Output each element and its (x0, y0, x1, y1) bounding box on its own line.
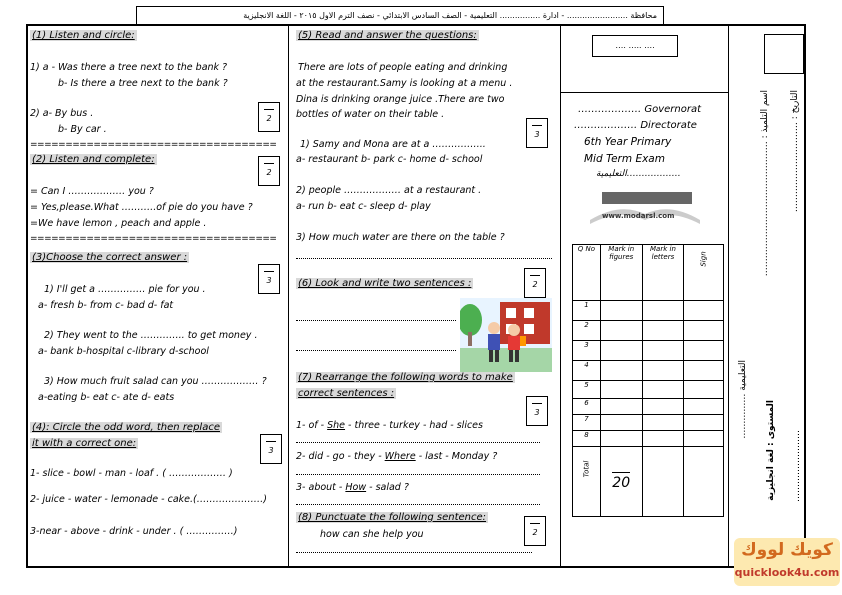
separator: =================================== (30, 234, 277, 244)
s5-mark-box: 3 (526, 118, 548, 148)
directorate-line: ………………. Directorate (574, 120, 697, 131)
s7-line-1 (296, 420, 483, 431)
col-mark-letters: Mark in letters (642, 245, 684, 301)
educational-admin-label: ………………التعليمية (596, 169, 681, 179)
separator: =================================== (30, 140, 277, 150)
row-number: 2 (573, 321, 601, 341)
answer-line[interactable] (296, 442, 540, 443)
row-number: 4 (573, 361, 601, 381)
cell[interactable] (642, 415, 684, 431)
s5-passage-4: bottles of water on their table . (296, 109, 445, 120)
watermark-arabic: كويك لووك (741, 540, 833, 560)
total-label: Total (573, 447, 601, 517)
watermark-logo (734, 538, 840, 586)
row-number: 8 (573, 431, 601, 447)
watermark-url: quicklook4u.com (734, 566, 840, 579)
cell[interactable] (600, 431, 642, 447)
site-url: www.modarsl.com (602, 212, 675, 220)
s1-q1-option-a: 1) a - Was there a tree next to the bank ? (30, 62, 228, 73)
answer-line[interactable] (296, 258, 552, 259)
exam-label: Mid Term Exam (584, 153, 665, 165)
s4-line-3: 3-near - above - drink - under . ( ……………) (30, 526, 238, 537)
side-dotted-field: …………………… (792, 430, 802, 502)
answer-line[interactable] (296, 552, 532, 553)
answer-line[interactable] (296, 504, 540, 505)
cell[interactable] (600, 341, 642, 361)
section-4-title-line1: (4): Circle the odd word, then replace (32, 422, 220, 433)
s7-l1-part: 1- of - (296, 420, 328, 431)
cell[interactable] (642, 447, 684, 517)
row-number: 3 (573, 341, 601, 361)
s3-mark-box: 3 (258, 264, 280, 294)
cell[interactable] (642, 381, 684, 399)
section-7-title-line2: correct sentences : (298, 388, 395, 399)
s1-q1-option-b: b- Is there a tree next to the bank ? (58, 78, 228, 89)
section-4-title-line2: it with a correct one: (32, 438, 137, 449)
s4-line-2: 2- juice - water - lemonade - cake.(…………………) (30, 494, 267, 505)
s2-mark-box: 2 (258, 156, 280, 186)
row-number: 1 (573, 301, 601, 321)
s1-q2-option-b: b- By car . (58, 124, 107, 135)
answer-line[interactable] (296, 320, 456, 321)
student-code-area (560, 25, 728, 93)
s1-mark-box: 2 (258, 102, 280, 132)
s3-q2: 2) They went to the ………….. to get money . (44, 330, 258, 341)
cell[interactable] (684, 447, 724, 517)
educational-admin-side: التعليمية …………… (738, 360, 748, 439)
s4-mark-box: 3 (260, 434, 282, 464)
section-2-title: (2) Listen and complete: (32, 154, 155, 165)
s3-q1-options: a- fresh b- from c- bad d- fat (38, 300, 174, 311)
total-value-cell: 20 (600, 447, 642, 517)
cell[interactable] (600, 399, 642, 415)
s7-l3-part: 3- about - (296, 482, 346, 493)
section-3-title: (3)Choose the correct answer : (32, 252, 188, 263)
s3-q1: 1) I'll get a …………… pie for you . (44, 284, 206, 295)
s5-passage-1: There are lots of people eating and drinking (298, 62, 508, 73)
cell[interactable] (642, 321, 684, 341)
column-divider-left (288, 25, 289, 567)
s4-line-1: 1- slice - bowl - man - loaf . ( ……………… ) (30, 468, 233, 479)
s7-mark-box: 3 (526, 396, 548, 426)
s5-q2-options: a- run b- eat c- sleep d- play (296, 201, 431, 212)
cell[interactable] (684, 341, 724, 361)
date-field: التاريخ : ………………………… (790, 90, 800, 213)
cell[interactable] (600, 361, 642, 381)
s6-mark-box: 2 (524, 268, 546, 298)
s1-q2-option-a: 2) a- By bus . (30, 108, 94, 119)
subject-side-label: المستوى : لغة انجليزية (766, 400, 776, 501)
s5-q2: 2) people ……………… at a restaurant . (296, 185, 482, 196)
s5-q3: 3) How much water are there on the table ? (296, 232, 505, 243)
col-mark-figures: Mark in figures (600, 245, 642, 301)
marks-table (572, 244, 724, 517)
governorate-line: ………………. Governorat (578, 104, 702, 115)
site-logo (580, 184, 710, 228)
year-label: 6th Year Primary (584, 136, 672, 148)
cell[interactable] (642, 431, 684, 447)
s8-mark-box: 2 (524, 516, 546, 546)
cell[interactable] (684, 301, 724, 321)
children-walking-picture (460, 298, 552, 372)
cell[interactable] (684, 361, 724, 381)
section-5-title: (5) Read and answer the questions: (298, 30, 477, 41)
cell[interactable] (684, 321, 724, 341)
cell[interactable] (600, 321, 642, 341)
exam-header-bar: محافظة ........................ - ادارة ................ التعليمية - الصف السادس الابتدائي - نصف الترم الاول ٢٠١٥ - اللغة الانجليزية (136, 6, 664, 25)
cell[interactable] (642, 301, 684, 321)
seat-number-box (764, 34, 804, 74)
s7-l1-part: - three - turkey - had - slices (345, 420, 483, 431)
section-1-title: (1) Listen and circle: (32, 30, 135, 41)
cell[interactable] (684, 415, 724, 431)
column-divider-middle (560, 25, 561, 567)
s7-line-2 (296, 451, 497, 462)
cell[interactable] (684, 399, 724, 415)
section-7-title-line1: (7) Rearrange the following words to make (298, 372, 513, 383)
col-sign: Sign (684, 245, 724, 301)
s2-line-2: = Yes,please.What ………..of pie do you have ? (30, 202, 253, 213)
s7-l3-part: - salad ? (366, 482, 409, 493)
cell[interactable] (642, 399, 684, 415)
row-number: 7 (573, 415, 601, 431)
section-8-title: (8) Punctuate the following sentence: (298, 512, 487, 523)
row-number: 6 (573, 399, 601, 415)
section-6-title: (6) Look and write two sentences : (298, 278, 472, 289)
s7-l2-keyword: Where (384, 451, 416, 462)
column-divider-right (728, 25, 729, 567)
s5-q1: 1) Samy and Mona are at a …………….. (300, 139, 486, 150)
s2-line-1: = Can I ……………… you ? (30, 186, 154, 197)
col-q-no: Q No (573, 245, 601, 301)
s2-line-3: =We have lemon , peach and apple . (30, 218, 207, 229)
s7-l3-keyword: How (345, 482, 367, 493)
cell[interactable] (684, 431, 724, 447)
s7-l1-keyword: She (327, 420, 346, 431)
student-name-field: اسم التلميذ : ……………………………………… (760, 90, 770, 277)
s7-l2-part: 2- did - go - they - (296, 451, 385, 462)
s7-l2-part: - last - Monday ? (415, 451, 498, 462)
cell[interactable] (642, 361, 684, 381)
cell[interactable] (600, 415, 642, 431)
cell[interactable] (642, 341, 684, 361)
s7-line-3 (296, 482, 409, 493)
row-number: 5 (573, 381, 601, 399)
cell[interactable] (684, 381, 724, 399)
s3-q3-options: a-eating b- eat c- ate d- eats (38, 392, 175, 403)
cell[interactable] (600, 381, 642, 399)
s8-sentence: how can she help you (320, 529, 424, 540)
code-box: …. ….. …. (592, 35, 678, 57)
answer-line[interactable] (296, 350, 456, 351)
s5-passage-3: Dina is drinking orange juice .There are two (296, 94, 505, 105)
s5-q1-options: a- restaurant b- park c- home d- school (296, 154, 483, 165)
s3-q2-options: a- bank b-hospital c-library d-school (38, 346, 209, 357)
s5-passage-2: at the restaurant.Samy is looking at a menu . (296, 78, 513, 89)
s3-q3: 3) How much fruit salad can you ……………… ? (44, 376, 267, 387)
cell[interactable] (600, 301, 642, 321)
answer-line[interactable] (296, 474, 540, 475)
